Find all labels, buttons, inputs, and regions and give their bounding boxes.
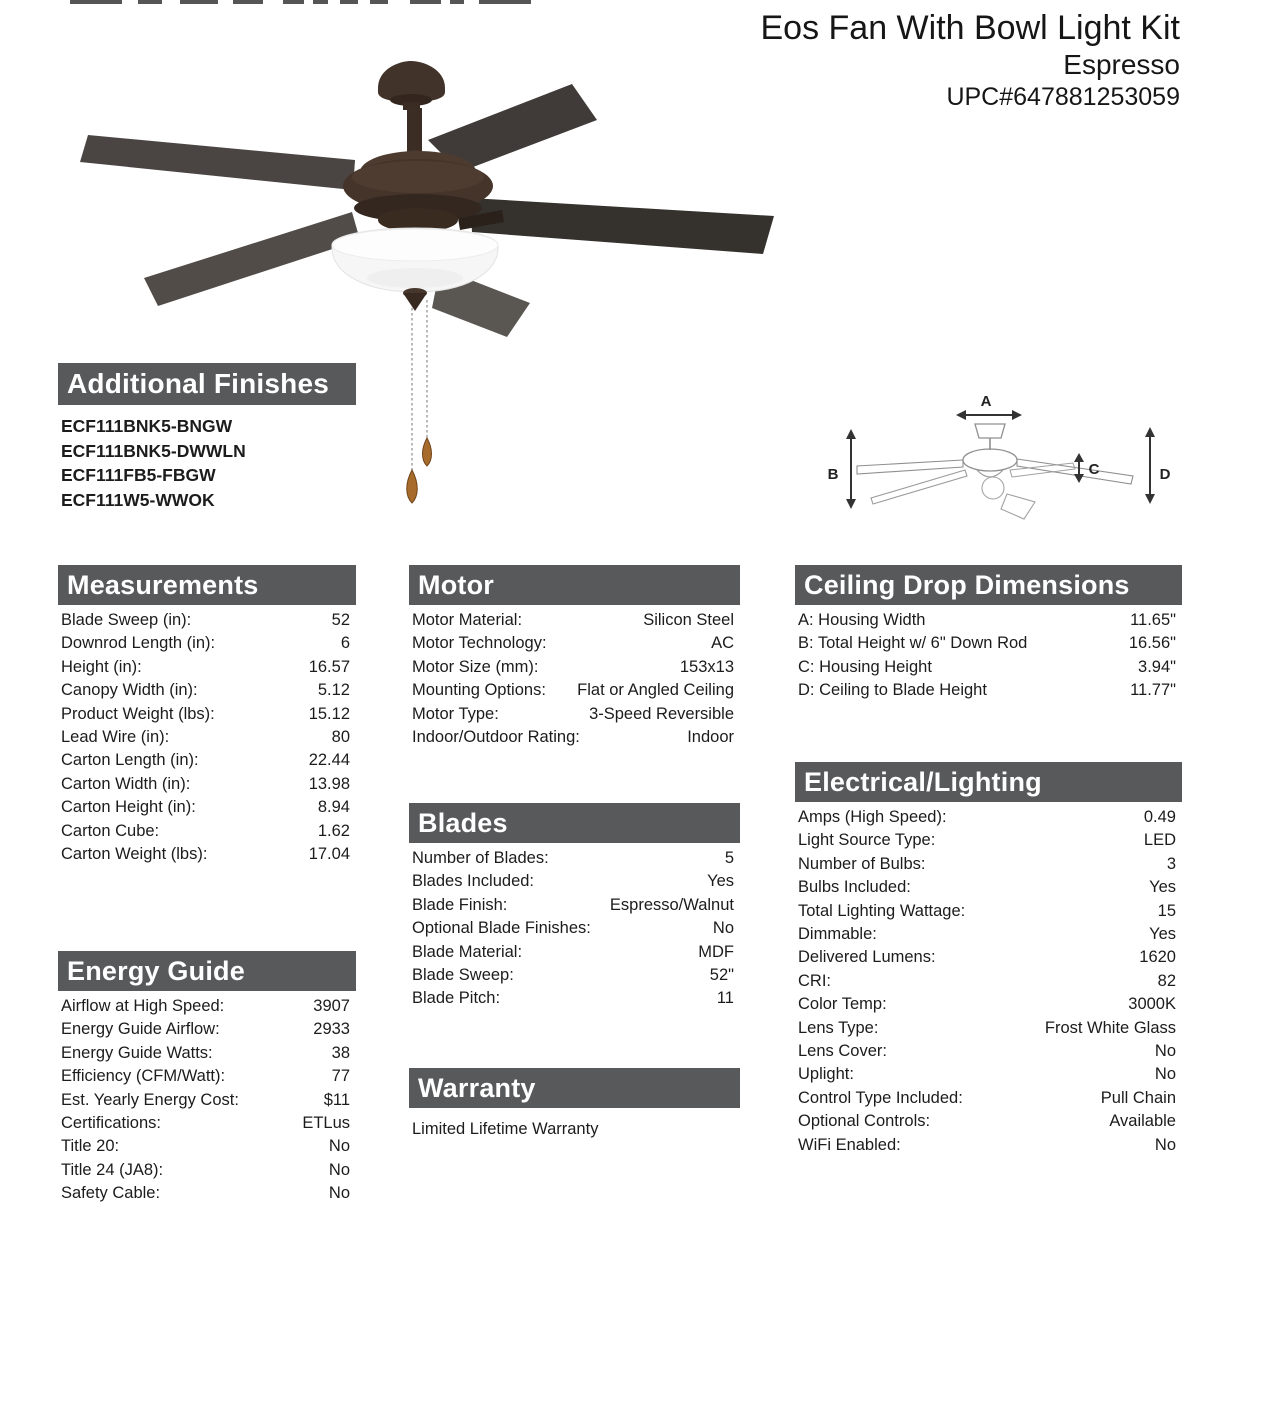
spec-value: 8.94	[317, 798, 350, 817]
spec-label: Lens Cover:	[798, 1042, 887, 1061]
spec-value: Indoor	[687, 728, 734, 747]
cropped-text-fragment	[450, 0, 464, 4]
spec-value: Yes	[1149, 925, 1176, 944]
blades-section	[409, 803, 740, 1011]
spec-label: Amps (High Speed):	[798, 808, 947, 826]
spec-row	[61, 1065, 350, 1088]
spec-row	[61, 749, 350, 772]
cropped-text-fragment	[233, 0, 263, 4]
fan-blade	[80, 135, 355, 190]
blades-header: Blades	[409, 803, 740, 843]
spec-value: Pull Chain	[1100, 1088, 1176, 1107]
spec-label: Uplight:	[798, 1065, 854, 1084]
arrowhead	[1145, 427, 1155, 437]
finish-model-code-text: ECF111W5-WWOK	[61, 489, 215, 510]
spec-row	[798, 876, 1176, 899]
spec-value: 80	[331, 728, 350, 747]
spec-label: D: Ceiling to Blade Height	[798, 681, 987, 700]
spec-label: Optional Controls:	[798, 1112, 931, 1131]
spec-value: MDF	[698, 942, 734, 961]
spec-label: Lead Wire (in):	[61, 728, 170, 747]
diagram-canopy	[975, 424, 1005, 438]
spec-value: LED	[1143, 831, 1176, 850]
spec-value: 17.04	[308, 845, 350, 864]
spec-label: Carton Cube:	[61, 821, 160, 840]
electrical-lighting-header: Electrical/Lighting	[795, 762, 1182, 802]
measurements-section	[58, 565, 356, 866]
spec-value: 153x13	[679, 657, 734, 676]
spec-value: No	[328, 1160, 350, 1179]
diagram-label-b: B	[827, 466, 839, 483]
spec-label: Height (in):	[61, 657, 142, 676]
fan-blade	[470, 198, 774, 254]
spec-row	[412, 847, 734, 870]
diagram-blade	[1001, 494, 1035, 519]
finish-model-code	[61, 414, 356, 439]
cropped-text-fragment	[340, 0, 358, 4]
spec-row	[412, 726, 734, 749]
spec-value: 0.49	[1143, 808, 1176, 826]
spec-label: Carton Height (in):	[61, 798, 196, 817]
spec-value: No	[328, 1137, 350, 1156]
spec-value: 15.12	[308, 704, 350, 723]
spec-row	[412, 987, 734, 1010]
ceiling-drop-diagram	[825, 390, 1195, 525]
spec-label: Title 20:	[61, 1137, 120, 1156]
spec-label: Product Weight (lbs):	[61, 704, 215, 723]
finish-model-code	[61, 463, 356, 488]
spec-label: CRI:	[798, 971, 831, 990]
diagram-motor	[963, 449, 1017, 471]
spec-value: 1620	[1139, 948, 1176, 967]
spec-row	[412, 656, 734, 679]
spec-value: No	[1154, 1135, 1176, 1154]
warranty-header: Warranty	[409, 1068, 740, 1108]
spec-row	[798, 900, 1176, 923]
spec-row	[61, 995, 350, 1018]
spec-value: 3000K	[1128, 995, 1176, 1014]
motor-highlight	[352, 161, 484, 193]
spec-row	[412, 703, 734, 726]
spec-label: Carton Length (in):	[61, 751, 199, 770]
diagram-label-d: D	[1159, 466, 1171, 483]
spec-row	[412, 894, 734, 917]
spec-label: Mounting Options:	[412, 681, 546, 700]
spec-value: 16.57	[308, 657, 350, 676]
motor-section	[409, 565, 740, 749]
product-upc: UPC#647881253059	[946, 83, 1180, 111]
spec-row	[412, 917, 734, 940]
spec-label: Title 24 (JA8):	[61, 1160, 164, 1179]
spec-row	[412, 941, 734, 964]
arrowhead	[1074, 474, 1084, 483]
spec-value: Yes	[707, 872, 734, 891]
spec-value: 5	[724, 849, 734, 867]
finish-model-code	[61, 439, 356, 464]
motor-header: Motor	[409, 565, 740, 605]
spec-label: Control Type Included:	[798, 1088, 963, 1107]
spec-label: Blade Pitch:	[412, 989, 501, 1008]
spec-row	[61, 726, 350, 749]
spec-label: Color Temp:	[798, 995, 887, 1014]
arrowhead	[846, 499, 856, 509]
spec-row	[798, 946, 1176, 969]
bowl-shade	[367, 268, 463, 288]
spec-row	[61, 1042, 350, 1065]
spec-row	[798, 1087, 1176, 1110]
spec-value: Silicon Steel	[643, 611, 734, 629]
spec-label: Energy Guide Watts:	[61, 1043, 213, 1062]
spec-value: 3-Speed Reversible	[589, 704, 734, 723]
spec-row	[61, 609, 350, 632]
spec-value: 11.65"	[1130, 611, 1176, 629]
spec-label: Dimmable:	[798, 925, 877, 944]
spec-row	[798, 679, 1176, 702]
electrical-lighting-section	[795, 762, 1182, 1157]
spec-label: Blade Finish:	[412, 895, 508, 914]
spec-value: 82	[1157, 971, 1176, 990]
spec-label: Est. Yearly Energy Cost:	[61, 1090, 239, 1109]
diagram-blade	[857, 460, 963, 474]
spec-label: Motor Size (mm):	[412, 657, 539, 676]
spec-value: 15	[1157, 901, 1176, 920]
spec-label: Delivered Lumens:	[798, 948, 936, 967]
spec-label: Total Lighting Wattage:	[798, 901, 966, 920]
arrowhead	[846, 429, 856, 439]
spec-row	[61, 632, 350, 655]
spec-label: WiFi Enabled:	[798, 1135, 901, 1154]
spec-row	[798, 923, 1176, 946]
finish-model-code-text: ECF111BNK5-BNGW	[61, 416, 233, 436]
spec-row	[61, 773, 350, 796]
spec-label: Motor Type:	[412, 704, 499, 723]
fan-blade	[144, 212, 360, 306]
cropped-text-fragment	[410, 0, 441, 4]
spec-value: 11	[716, 989, 734, 1008]
spec-value: 77	[331, 1067, 350, 1086]
spec-label: Light Source Type:	[798, 831, 936, 850]
spec-value: Espresso/Walnut	[609, 895, 734, 914]
finish-model-code	[61, 488, 356, 513]
spec-label: C: Housing Height	[798, 657, 932, 676]
spec-row	[798, 656, 1176, 679]
spec-label: Blade Sweep (in):	[61, 611, 192, 629]
spec-value: 22.44	[308, 751, 350, 770]
spec-row	[798, 632, 1176, 655]
spec-row	[61, 656, 350, 679]
arrowhead	[1145, 494, 1155, 504]
spec-label: Number of Blades:	[412, 849, 549, 867]
spec-value: 3907	[313, 997, 350, 1015]
spec-label: Canopy Width (in):	[61, 681, 198, 700]
spec-label: A: Housing Width	[798, 611, 926, 629]
finish-model-list	[58, 414, 356, 512]
spec-label: Efficiency (CFM/Watt):	[61, 1067, 226, 1086]
spec-label: Indoor/Outdoor Rating:	[412, 728, 580, 747]
spec-row	[798, 1017, 1176, 1040]
bowl-finial-cone	[403, 293, 427, 311]
spec-label: Carton Width (in):	[61, 774, 191, 793]
cropped-text-fragment	[479, 0, 531, 4]
spec-row	[61, 1018, 350, 1041]
energy-guide-section	[58, 951, 356, 1206]
spec-row	[61, 843, 350, 866]
spec-label: Motor Technology:	[412, 634, 547, 653]
spec-row	[798, 853, 1176, 876]
spec-value: Flat or Angled Ceiling	[577, 681, 734, 700]
spec-row	[412, 679, 734, 702]
cropped-text-fragment	[138, 0, 162, 4]
warranty-section	[409, 1068, 740, 1141]
spec-value: No	[1154, 1042, 1176, 1061]
spec-label: Blades Included:	[412, 872, 535, 891]
spec-label: Carton Weight (lbs):	[61, 845, 208, 864]
finish-model-code-text: ECF111FB5-FBGW	[61, 465, 216, 486]
spec-label: Airflow at High Speed:	[61, 997, 225, 1015]
spec-value: 52	[331, 611, 350, 629]
spec-value: 6	[340, 634, 350, 653]
spec-row	[412, 609, 734, 632]
arrowhead	[1074, 453, 1084, 462]
spec-label: Number of Bulbs:	[798, 854, 926, 873]
spec-value: 38	[331, 1043, 350, 1062]
spec-value: $11	[323, 1090, 350, 1109]
warranty-text: Limited Lifetime Warranty	[412, 1120, 599, 1138]
spec-row	[798, 806, 1176, 829]
spec-value: 3.94"	[1138, 657, 1176, 676]
spec-label: Optional Blade Finishes:	[412, 919, 591, 938]
spec-label: Bulbs Included:	[798, 878, 911, 897]
spec-value: 16.56"	[1128, 634, 1176, 653]
cropped-text-fragment	[370, 0, 388, 4]
arrowhead	[956, 410, 966, 420]
diagram-blade	[1017, 459, 1133, 484]
spec-row	[61, 1182, 350, 1205]
additional-finishes-header: Additional Finishes	[58, 363, 356, 405]
energy-guide-header: Energy Guide	[58, 951, 356, 991]
spec-row	[798, 1110, 1176, 1133]
diagram-label-c: C	[1088, 461, 1100, 478]
cropped-text-fragment	[313, 0, 328, 4]
spec-row	[798, 609, 1176, 632]
product-title: Eos Fan With Bowl Light Kit	[760, 9, 1180, 47]
spec-label: Safety Cable:	[61, 1184, 161, 1203]
spec-row	[61, 1089, 350, 1112]
spec-value: ETLus	[302, 1114, 350, 1133]
measurements-header: Measurements	[58, 565, 356, 605]
spec-row	[798, 993, 1176, 1016]
spec-value: No	[1154, 1065, 1176, 1084]
spec-value: AC	[711, 634, 734, 653]
spec-value: No	[712, 919, 734, 938]
spec-value: 13.98	[308, 774, 350, 793]
diagram-blade	[871, 470, 967, 504]
product-finish: Espresso	[1063, 49, 1180, 80]
spec-row	[798, 829, 1176, 852]
spec-row	[798, 1134, 1176, 1157]
spec-label: Downrod Length (in):	[61, 634, 216, 653]
spec-row	[798, 1040, 1176, 1063]
bowl-rim	[332, 229, 498, 261]
spec-label: Lens Type:	[798, 1018, 879, 1037]
spec-value: Yes	[1149, 878, 1176, 897]
cropped-text-fragment	[70, 0, 122, 4]
spec-value: 2933	[313, 1020, 350, 1039]
spec-value: 52"	[709, 966, 734, 985]
spec-value: No	[328, 1184, 350, 1203]
spec-label: Certifications:	[61, 1114, 161, 1133]
spec-row	[798, 970, 1176, 993]
title-block	[760, 8, 1180, 112]
spec-value: 3	[1166, 854, 1176, 873]
spec-value: Frost White Glass	[1044, 1018, 1176, 1037]
diagram-label-a: A	[980, 393, 992, 410]
spec-label: B: Total Height w/ 6" Down Rod	[798, 634, 1028, 653]
additional-finishes-section	[58, 363, 356, 512]
spec-value: 1.62	[317, 821, 350, 840]
spec-row	[412, 632, 734, 655]
spec-row	[61, 820, 350, 843]
spec-row	[798, 1063, 1176, 1086]
spec-row	[61, 679, 350, 702]
spec-row	[412, 870, 734, 893]
spec-label: Blade Sweep:	[412, 966, 514, 985]
spec-value: Available	[1109, 1112, 1176, 1131]
spec-row	[61, 1135, 350, 1158]
spec-row	[61, 796, 350, 819]
spec-label: Energy Guide Airflow:	[61, 1020, 220, 1039]
finish-model-code-text: ECF111BNK5-DWWLN	[61, 440, 246, 461]
cropped-text-fragment	[180, 0, 218, 4]
arrowhead	[1012, 410, 1022, 420]
ceiling-drop-section	[795, 565, 1182, 703]
cropped-text-fragment	[283, 0, 304, 4]
diagram-bowl-circle	[982, 477, 1004, 499]
spec-value: 11.77"	[1130, 681, 1176, 700]
spec-row	[61, 703, 350, 726]
pull-chain-wood-drop	[407, 470, 418, 503]
spec-row	[61, 1159, 350, 1182]
spec-label: Motor Material:	[412, 611, 523, 629]
pull-chain-wood-drop	[423, 438, 432, 466]
ceiling-drop-header: Ceiling Drop Dimensions	[795, 565, 1182, 605]
spec-value: 5.12	[317, 681, 350, 700]
spec-row	[412, 964, 734, 987]
spec-row	[61, 1112, 350, 1135]
spec-label: Blade Material:	[412, 942, 523, 961]
